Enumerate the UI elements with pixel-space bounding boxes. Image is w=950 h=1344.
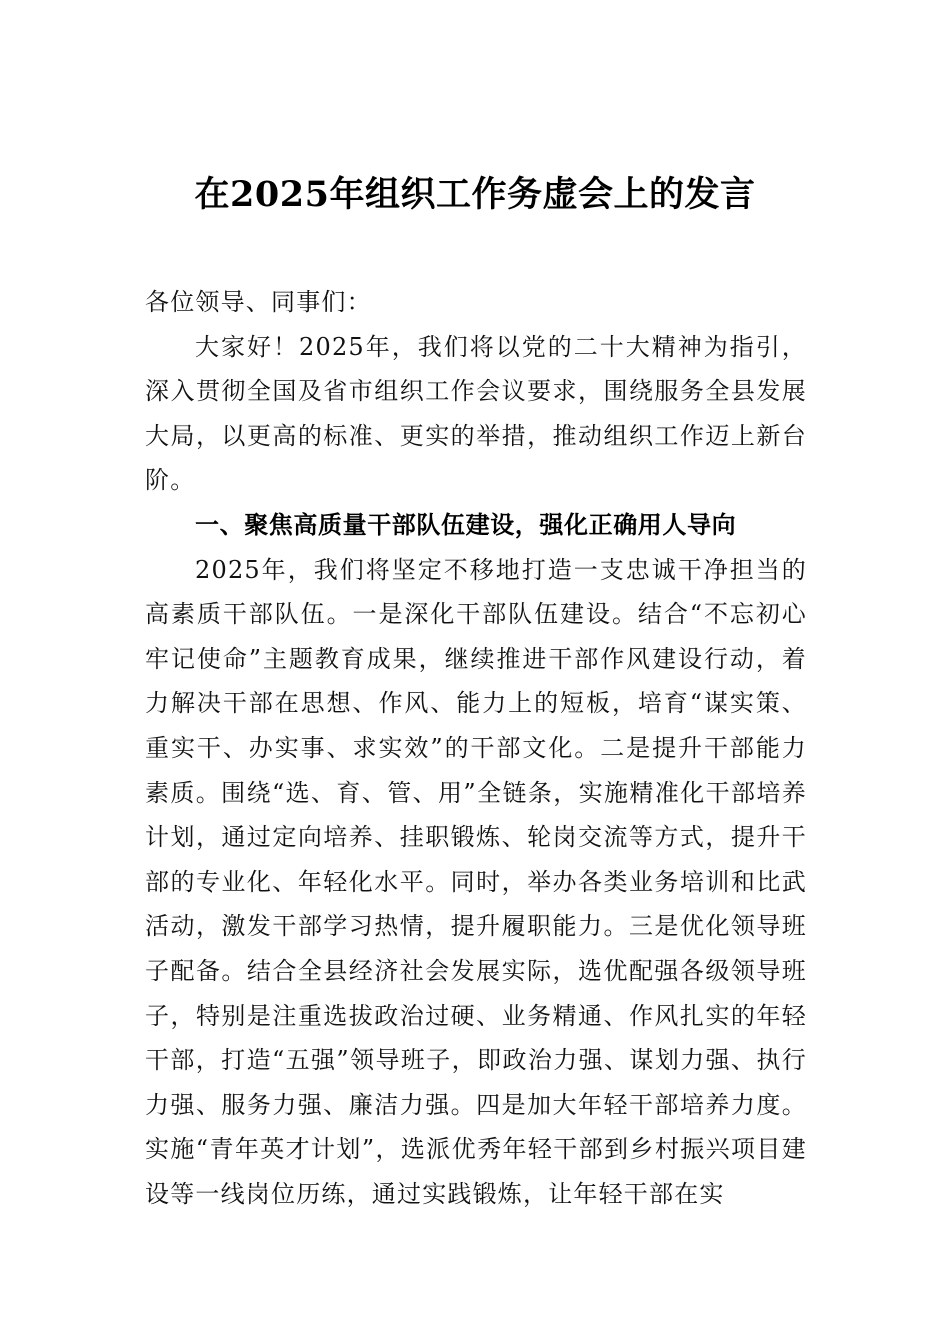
intro-paragraph: 大家好！2025年，我们将以党的二十大精神为指引，深入贯彻全国及省市组织工作会议要求，围绕服务全县发展大局，以更高的标准、更实的举措，推动组织工作迈上新台阶。 xyxy=(145,332,807,495)
section-heading-1: 一、聚焦高质量干部队伍建设，强化正确用人导向 xyxy=(195,510,737,539)
document-title: 在2025年组织工作务虚会上的发言 xyxy=(194,174,756,215)
salutation: 各位领导、同事们： xyxy=(145,288,372,316)
document-body xyxy=(145,280,807,1216)
section-1-paragraph: 2025年，我们将坚定不移地打造一支忠诚干净担当的高素质干部队伍。一是深化干部队伍建设。结合“不忘初心牢记使命”主题教育成果，继续推进干部作风建设行动，着力解决干部在思想、作风、能力上的短板，培育“谋实策、重实干、办实事、求实效”的干部文化。二是提升干部能力素质。围绕“选、育、管、用”全链条，实施精准化干部培养计划，通过定向培养、挂职锻炼、轮岗交流等方式，提升干部的专业化、年轻化水平。同时，举办各类业务培训和比武活动，激发干部学习热情，提升履职能力。三是优化领导班子配备。结合全县经济社会发展实际，选优配强各级领导班子，特别是注重选拔政治过硬、业务精通、作风扎实的年轻干部，打造“五强”领导班子，即政治力强、谋划力强、执行力强、服务力强、廉洁力强。四是加大年轻干部培养力度。实施“青年英才计划”，选派优秀年轻干部到乡村振兴项目建设等一线岗位历练，通过实践锻炼，让年轻干部在实 xyxy=(145,555,807,1208)
